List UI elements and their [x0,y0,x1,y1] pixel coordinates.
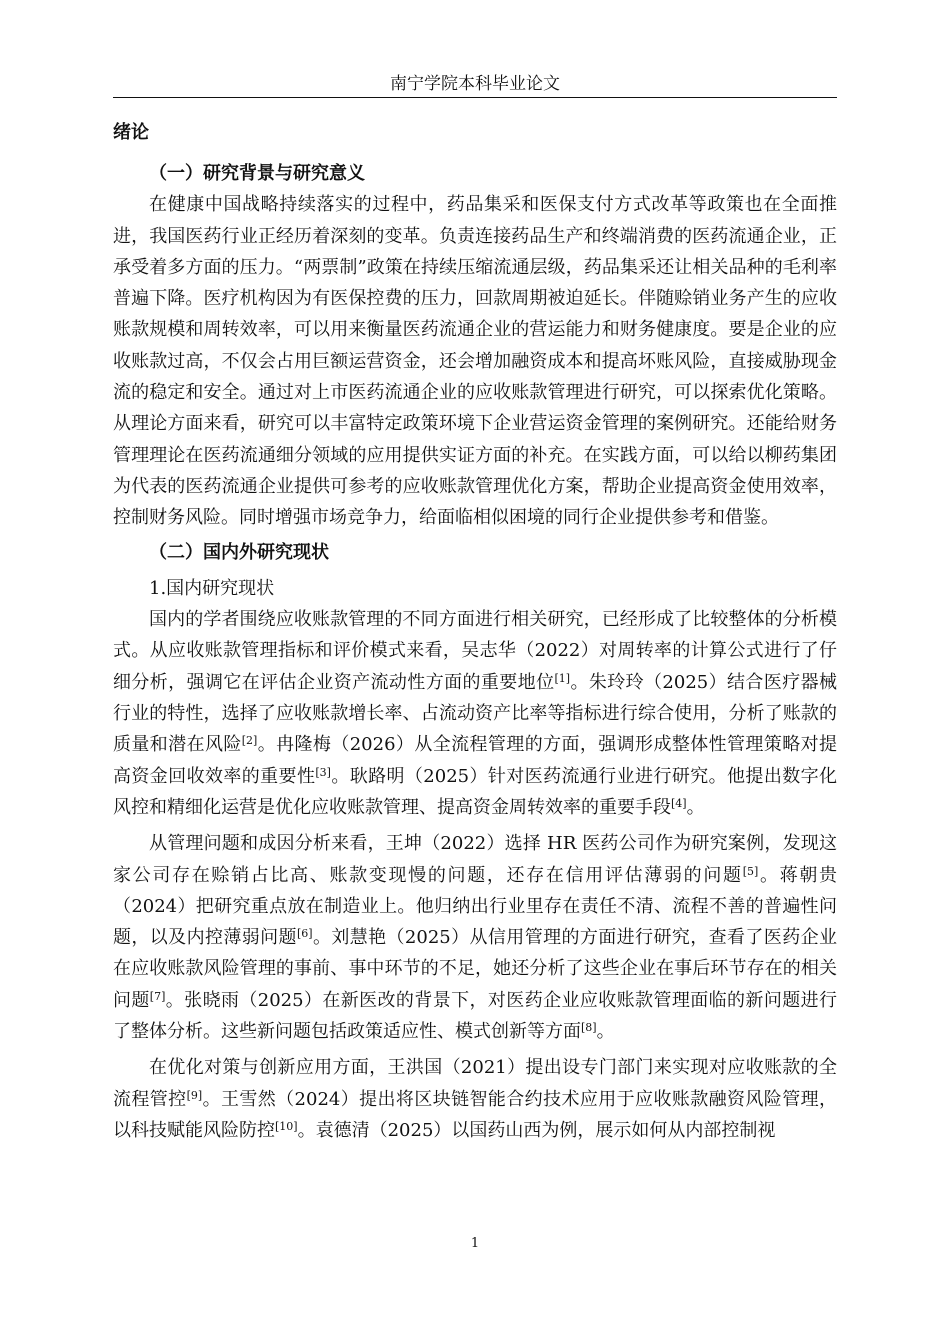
citation-ref: [7] [149,989,166,1003]
citation-ref: [1] [554,671,571,685]
paragraph-text: 。王雪然（2024）提出将区块链智能合约技术应用于应收账款融资风险管理，以科技赋能风险防控 [113,1088,837,1141]
citation-ref: [9] [186,1088,203,1102]
paragraph-text: 。 [596,1021,615,1043]
citation-ref: [4] [671,796,687,810]
subsection-title-domestic: 1.国内研究现状 [149,577,275,599]
paragraph-evaluation-models [113,604,837,823]
chapter-title: 绪论 [113,122,149,143]
paragraph-background: 在健康中国战略持续落实的过程中，药品集采和医保支付方式改革等政策也在全面推进，我国医药行业正经历着深刻的变革。负责连接药品生产和终端消费的医药流通企业，正承受着多方面的压力。“两票制”政策在持续压缩流通层级，药品集采还让相关品种的毛利率普遍下降。医疗机构因为有医保控费的压力，回款周期被迫延长。伴随赊销业务产生的应收账款规模和周转效率，可以用来衡量医药流通企业的营运能力和财务健康度。要是企业的应收账款过高，不仅会占用巨额运营资金，还会增加融资成本和提高坏账风险，直接威胁现金流的稳定和安全。通过对上市医药流通企业的应收账款管理进行研究，可以探索优化策略。从理论方面来看，研究可以丰富特定政策环境下企业营运资金管理的案例研究。还能给财务管理理论在医药流通细分领域的应用提供实证方面的补充。在实践方面，可以给以柳药集团为代表的医药流通企业提供可参考的应收账款管理优化方案，帮助企业提高资金使用效率，控制财务风险。同时增强市场竞争力，给面临相似困境的同行企业提供参考和借鉴。 [113,194,837,529]
paragraph-text: 。耿路明（2025）针对医药流通行业进行研究。他提出数字化风控和精细化运营是优化应收账款管理、提高资金周转效率的重要手段 [113,765,837,818]
paragraph-optimization [113,1052,837,1146]
citation-ref: [8] [581,1021,597,1035]
paragraph-text: 。袁德清（2025）以国药山西为例，展示如何从内部控制视 [297,1119,776,1141]
section-title-background: （一）研究背景与研究意义 [149,163,365,184]
paragraph-text: 国内的学者围绕应收账款管理的不同方面进行相关研究，已经形成了比较整体的分析模式。从应收账款管理指标和评价模式来看，吴志华（2022）对周转率的计算公式进行了仔细分析，强调它在评估企业资产流动性方面的重要地位 [113,609,837,693]
running-header: 南宁学院本科毕业论文 [390,74,560,94]
paragraph-problem-analysis [113,828,837,1047]
citation-ref: [5] [742,864,759,878]
paragraph-text: 。刘慧艳（2025）从信用管理的方面进行研究，查看了医药企业在应收账款风险管理的事前、事中环节的不足，她还分析了这些企业在事后环节存在的相关问题 [113,927,838,1011]
citation-ref: [3] [315,765,331,779]
page-number: 1 [470,1236,480,1251]
header-divider [113,97,837,98]
citation-ref: [6] [296,927,313,941]
paragraph-text: 在优化对策与创新应用方面，王洪国（2021）提出设专门部门来实现对应收账款的全流程管控 [113,1057,837,1110]
paragraph-text: 从管理问题和成因分析来看，王坤（2022）选择 HR 医药公司作为研究案例，发现这家公司存在赊销占比高、账款变现慢的问题，还存在信用评估薄弱的问题 [113,833,837,886]
paragraph-text: 。蒋朝贵（2024）把研究重点放在制造业上。他归纳出行业里存在责任不清、流程不善的普遍性问题，以及内控薄弱问题 [113,864,838,949]
paragraph-text: 。冉隆梅（2026）从全流程管理的方面，强调形成整体性管理策略对提高资金回收效率的重要性 [113,734,837,787]
paragraph-text: 。朱玲玲（2025）结合医疗器械行业的特性，选择了应收账款增长率、占流动资产比率等指标进行综合使用，分析了账款的质量和潜在风险 [113,671,837,756]
section-title-literature-review: （二）国内外研究现状 [149,541,329,563]
citation-ref: [2] [241,734,258,748]
citation-ref: [10] [275,1119,298,1133]
paragraph-text: 。张晓雨（2025）在新医改的背景下，对医药企业应收账款管理面临的新问题进行了整体分析。这些新问题包括政策适应性、模式创新等方面 [113,989,838,1043]
document-body [113,117,837,1146]
paragraph-text: 。 [686,796,705,818]
